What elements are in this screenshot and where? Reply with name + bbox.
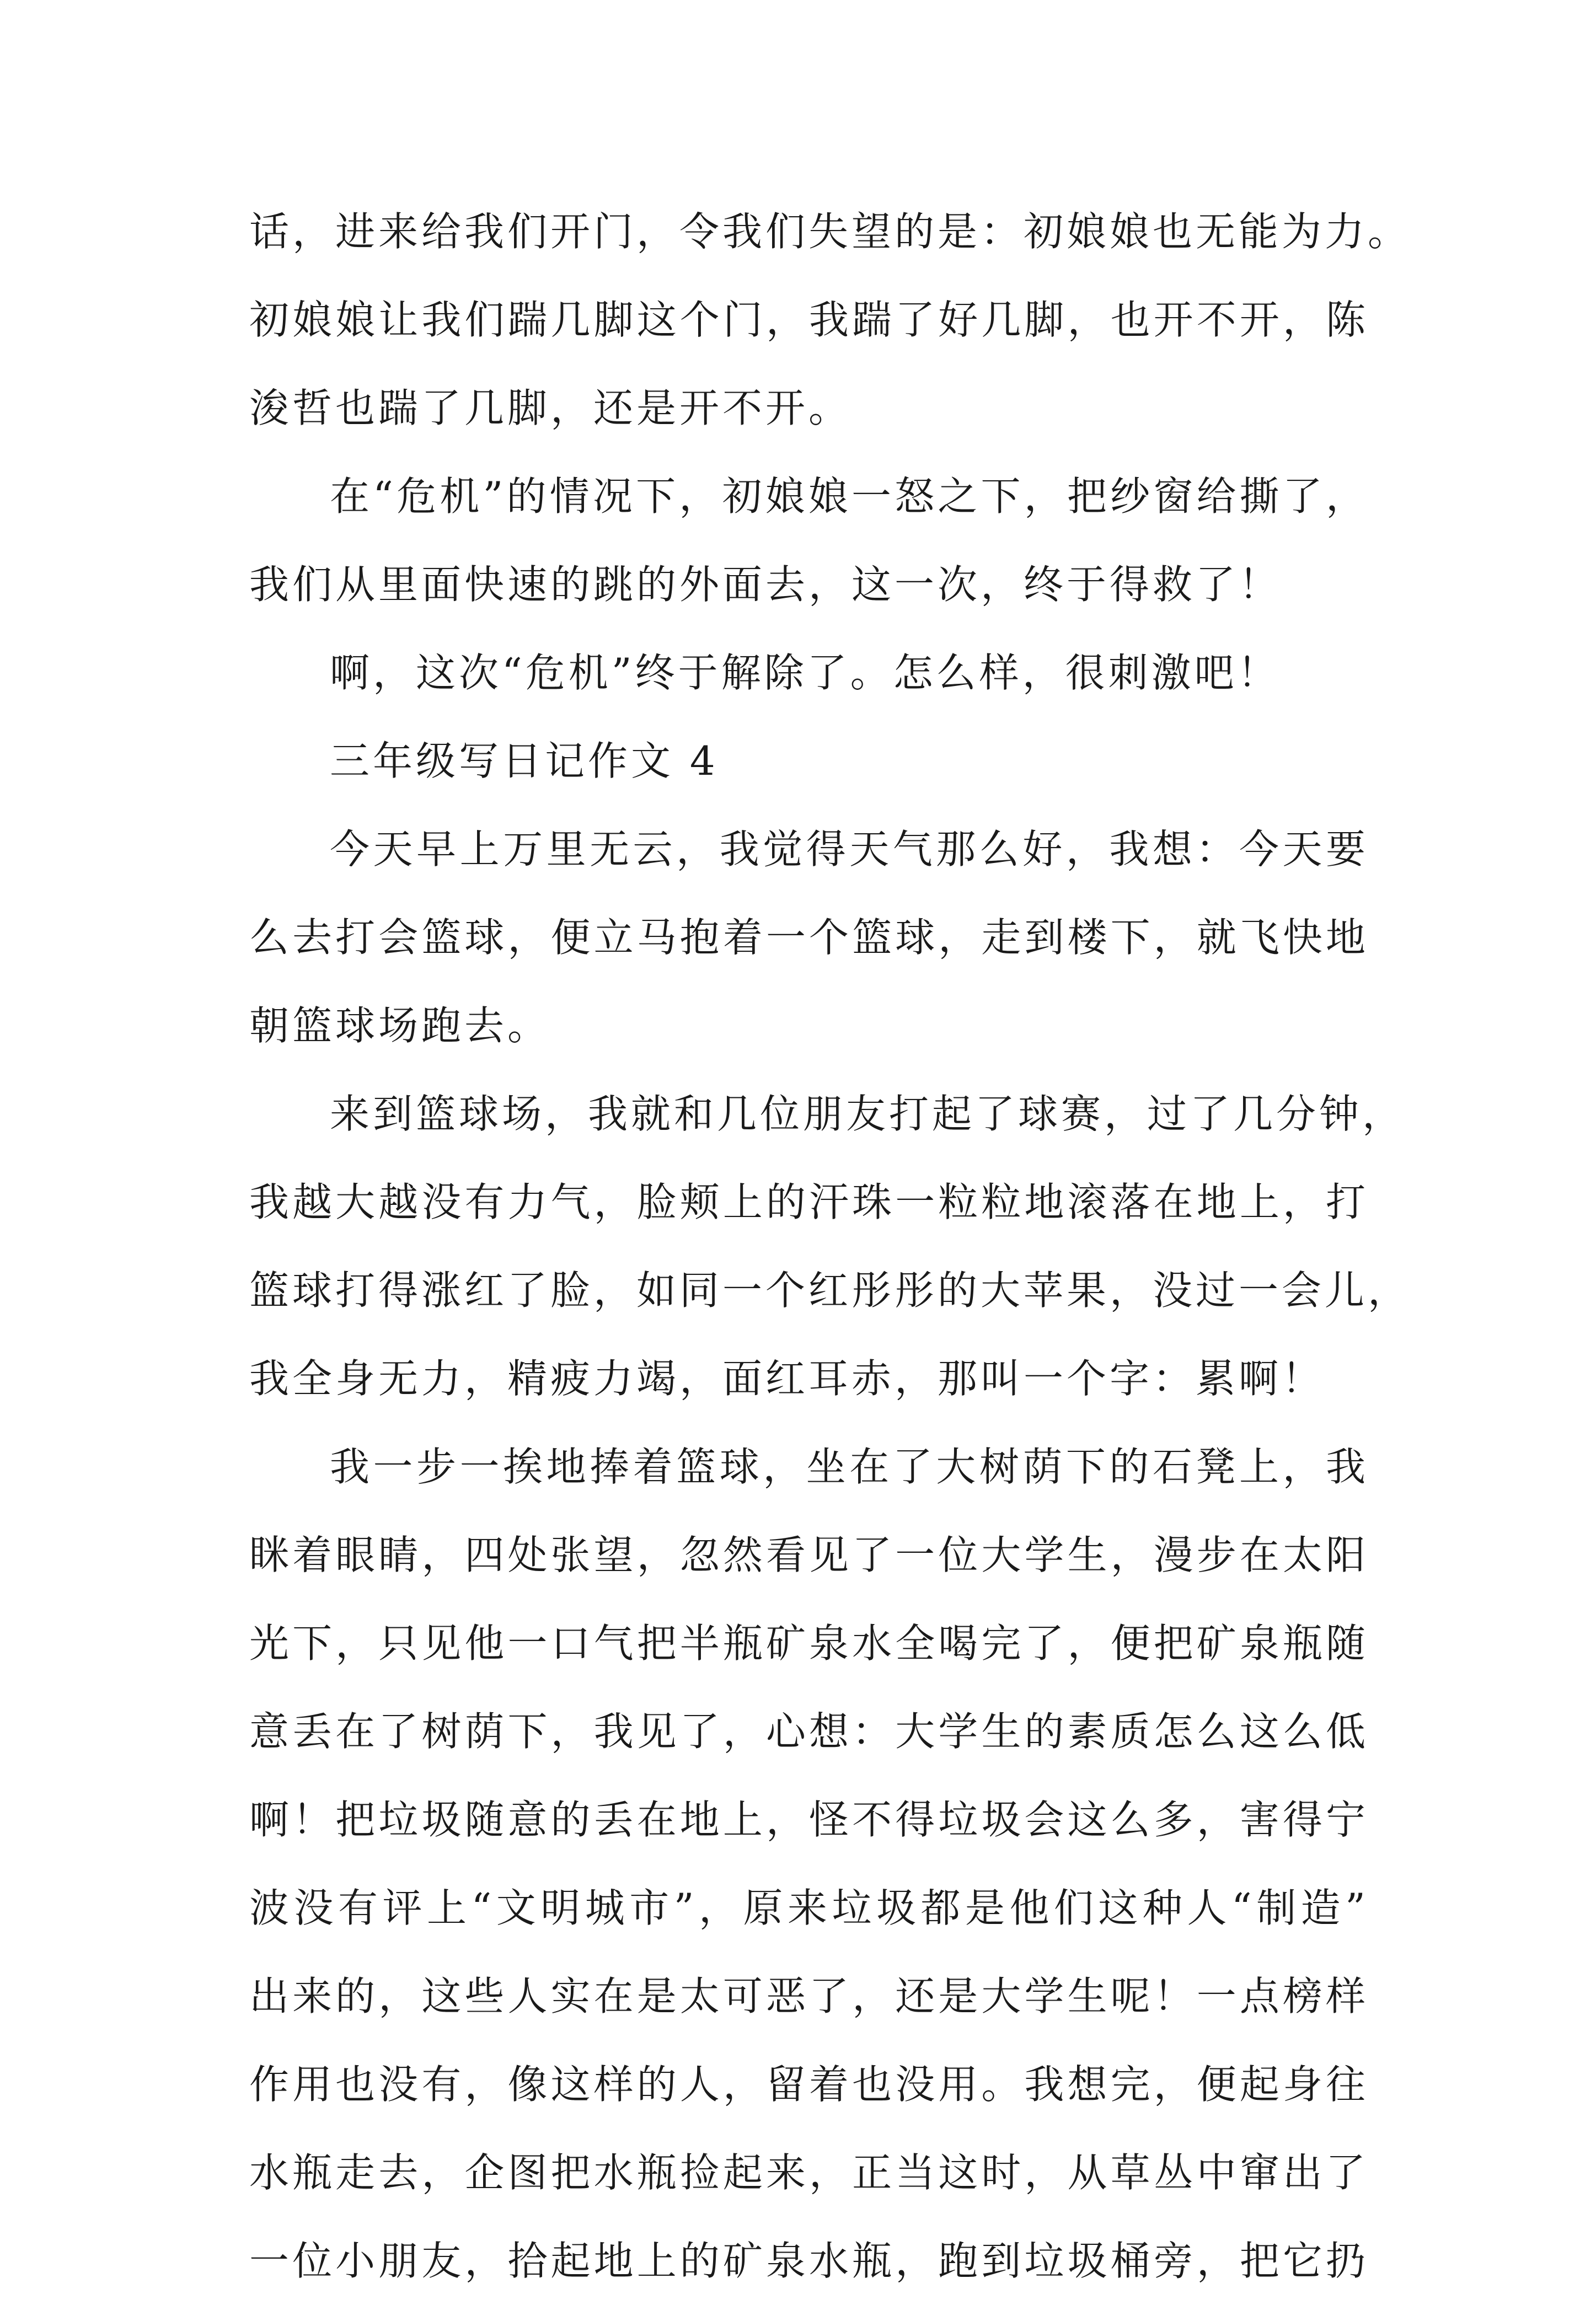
text-line: 光下，只见他一口气把半瓶矿泉水全喝完了，便把矿泉瓶随	[249, 1620, 1369, 1666]
text-line: 作用也没有，像这样的人，留着也没用。我想完，便起身往	[249, 2061, 1369, 2108]
paragraph-first-line: 啊，这次“危机”终于解除了。怎么样，很刺激吧！	[330, 650, 1281, 696]
paragraph-first-line: 今天早上万里无云，我觉得天气那么好，我想：今天要	[330, 826, 1369, 872]
text-line: 水瓶走去，企图把水瓶捡起来，正当这时，从草丛中窜出了	[249, 2149, 1369, 2196]
text-line: 么去打会篮球，便立马抱着一个篮球，走到楼下，就飞快地	[249, 914, 1369, 961]
text-line: 眯着眼睛，四处张望，忽然看见了一位大学生，漫步在太阳	[249, 1532, 1369, 1578]
section-heading: 三年级写日记作文 4	[330, 738, 719, 784]
text-line: 啊！把垃圾随意的丢在地上，怪不得垃圾会这么多，害得宁	[249, 1797, 1369, 1843]
text-line: 意丢在了树荫下，我见了，心想：大学生的素质怎么这么低	[249, 1708, 1369, 1755]
text-line: 浚哲也踹了几脚，还是开不开。	[249, 385, 852, 431]
text-line: 篮球打得涨红了脸，如同一个红彤彤的大苹果，没过一会儿，	[249, 1267, 1411, 1314]
text-line: 话，进来给我们开门，令我们失望的是：初娘娘也无能为力。	[249, 208, 1411, 255]
paragraph-first-line: 我一步一挨地捧着篮球，坐在了大树荫下的石凳上，我	[330, 1444, 1369, 1490]
document-body	[249, 187, 1411, 2305]
text-line: 我越大越没有力气，脸颊上的汗珠一粒粒地滚落在地上，打	[249, 1179, 1369, 1225]
text-line: 朝篮球场跑去。	[249, 1003, 551, 1049]
text-line: 初娘娘让我们踹几脚这个门，我踹了好几脚，也开不开，陈	[249, 297, 1369, 343]
text-line: 我们从里面快速的跳的外面去，这一次，终于得救了！	[249, 561, 1282, 608]
paragraph-first-line: 在“危机”的情况下，初娘娘一怒之下，把纱窗给撕了，	[330, 473, 1369, 519]
paragraph-first-line: 来到篮球场，我就和几位朋友打起了球赛，过了几分钟，	[330, 1091, 1406, 1137]
text-line: 出来的，这些人实在是太可恶了，还是大学生呢！一点榜样	[249, 1973, 1369, 2019]
text-line: 我全身无力，精疲力竭，面红耳赤，那叫一个字：累啊！	[249, 1355, 1325, 1402]
text-line: 波没有评上“文明城市”，原来垃圾都是他们这种人“制造”	[249, 1885, 1369, 1931]
text-line: 一位小朋友，拾起地上的矿泉水瓶，跑到垃圾桶旁，把它扔	[249, 2238, 1369, 2284]
